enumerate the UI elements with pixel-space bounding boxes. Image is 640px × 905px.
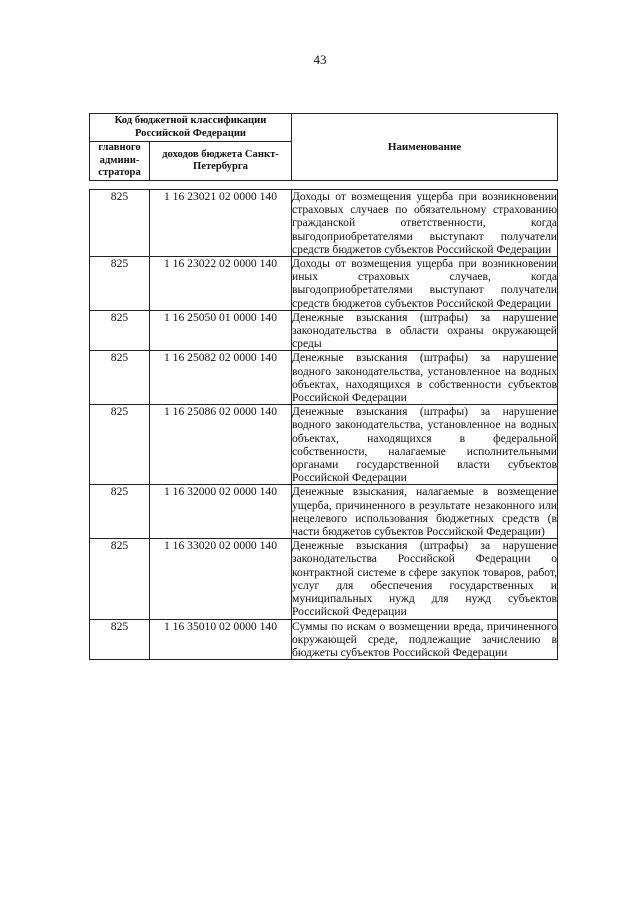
name-cell: Денежные взыскания (штрафы) за нарушение водного законодательства, установленное на водных объектах, находящихся в собственности субъектов Российской Федерации <box>292 351 557 405</box>
page-number: 43 <box>313 52 327 67</box>
table-row <box>90 257 558 311</box>
budget-code-cell: 1 16 25082 02 0000 140 <box>150 351 292 405</box>
name-cell: Денежные взыскания (штрафы) за нарушение водного законодательства, установленное на водных объектах, находящихся в федеральной собственности, налагаемые исполнительными органами государственной власти субъектов Российской Федерации <box>292 405 557 485</box>
table-gap <box>90 181 558 190</box>
name-cell: Суммы по искам о возмещении вреда, причиненного окружающей среде, подлежащие зачислению в бюджеты субъектов Российской Федерации <box>292 619 557 659</box>
budget-code-cell: 1 16 25086 02 0000 140 <box>150 405 292 485</box>
budget-code-cell: 1 16 23021 02 0000 140 <box>150 190 292 257</box>
table-header <box>90 114 558 181</box>
name-cell: Денежные взыскания (штрафы) за нарушение законодательства Российской Федерации о контрактной системе в сфере закупок товаров, работ, услуг для обеспечения государственных и муниципальных нужд для нужд субъектов Российской Федерации <box>292 539 557 619</box>
budget-classification-table <box>89 113 558 660</box>
name-cell: Доходы от возмещения ущерба при возникновении иных страховых случаев, когда выгодоприобретателями выступают получатели средств бюджетов субъектов Российской Федерации <box>292 257 557 310</box>
table-row <box>90 405 558 485</box>
admin-code-cell: 825 <box>90 351 150 405</box>
header-spb-budget-income: доходов бюджета Санкт-Петербурга <box>150 142 292 181</box>
admin-code-cell: 825 <box>90 190 150 257</box>
admin-code-cell: 825 <box>90 485 150 539</box>
table-row <box>90 485 558 539</box>
table-row <box>90 190 558 257</box>
header-name: Наименование <box>292 114 558 181</box>
admin-code-cell: 825 <box>90 405 150 485</box>
budget-code-cell: 1 16 35010 02 0000 140 <box>150 619 292 660</box>
admin-code-cell: 825 <box>90 539 150 619</box>
table-row <box>90 619 558 660</box>
table-body <box>90 181 558 660</box>
budget-code-cell: 1 16 25050 01 0000 140 <box>150 310 292 351</box>
table-row <box>90 310 558 351</box>
table-row <box>90 351 558 405</box>
name-cell: Доходы от возмещения ущерба при возникновении страховых случаев по обязательному страхованию гражданской ответственности, когда выгодоприобретателями выступают получатели средств бюджетов субъектов Российской Федерации <box>292 190 557 256</box>
header-budget-classification-code: Код бюджетной классификации Российской Федерации <box>90 114 292 142</box>
table-row <box>90 539 558 619</box>
admin-code-cell: 825 <box>90 310 150 351</box>
name-cell: Денежные взыскания, налагаемые в возмещение ущерба, причиненного в результате незаконного или нецелевого использования бюджетных средств (в части бюджетов субъектов Российской Федерации) <box>292 485 557 539</box>
admin-code-cell: 825 <box>90 619 150 660</box>
header-chief-administrator: главного админи-стратора <box>90 142 150 181</box>
budget-code-cell: 1 16 32000 02 0000 140 <box>150 485 292 539</box>
admin-code-cell: 825 <box>90 257 150 311</box>
name-cell: Денежные взыскания (штрафы) за нарушение законодательства в области охраны окружающей среды <box>292 310 557 351</box>
budget-code-cell: 1 16 23022 02 0000 140 <box>150 257 292 311</box>
budget-code-cell: 1 16 33020 02 0000 140 <box>150 539 292 619</box>
